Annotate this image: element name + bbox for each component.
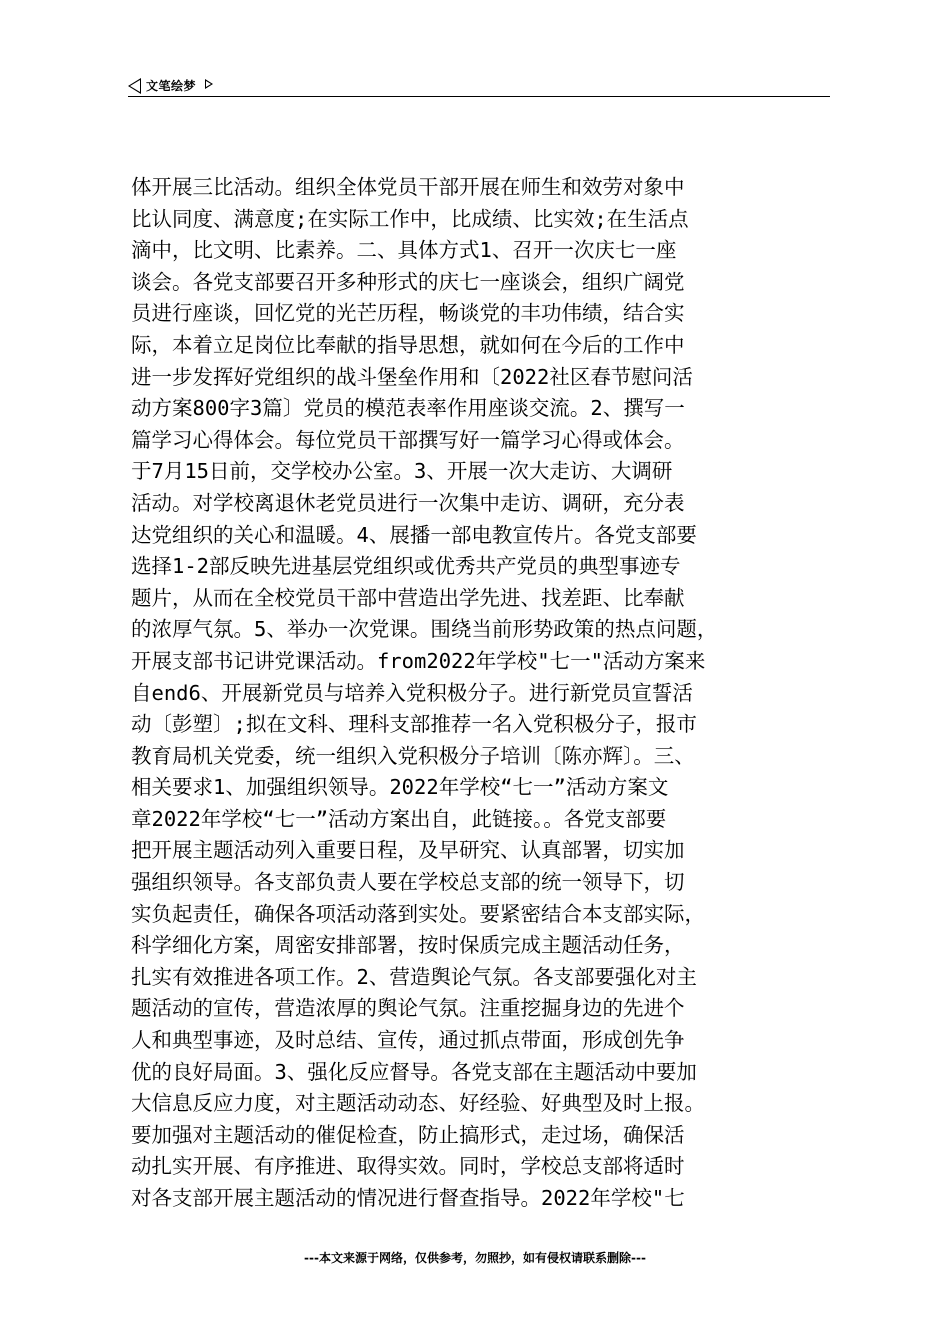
body-line: 自end6、开展新党员与培养入党积极分子。进行新党员宣誓活 xyxy=(131,680,693,705)
body-line: 活动。对学校离退休老党员进行一次集中走访、调研，充分表 xyxy=(131,490,685,515)
body-line: 扎实有效推进各项工作。2、营造舆论气氛。各支部要强化对主 xyxy=(131,964,697,989)
body-line: 对各支部开展主题活动的情况进行督查指导。2022年学校"七 xyxy=(131,1186,685,1210)
body-line: 章2022年学校“七一”活动方案出自，此链接。。各党支部要 xyxy=(131,806,667,831)
document-body xyxy=(131,172,831,1215)
body-line: 大信息反应力度，对主题活动动态、好经验、好典型及时上报。 xyxy=(131,1091,705,1116)
body-line: 达党组织的关心和温暖。4、展播一部电教宣传片。各党支部要 xyxy=(131,522,697,547)
body-line: 动〔彭塑〕;拟在文科、理科支部推荐一名入党积极分子，报市 xyxy=(131,712,697,737)
body-line: 优的良好局面。3、强化反应督导。各党支部在主题活动中要加 xyxy=(131,1059,697,1084)
header-brand: 文笔绘梦 xyxy=(146,79,197,93)
body-line: 比认同度、满意度;在实际工作中，比成绩、比实效;在生活点 xyxy=(131,206,689,231)
body-line: 的浓厚气氛。5、举办一次党课。围绕当前形势政策的热点问题， xyxy=(131,617,718,642)
body-line: 把开展主题活动列入重要日程，及早研究、认真部署，切实加 xyxy=(131,838,685,863)
right-triangle-icon xyxy=(205,79,213,89)
body-line: 题活动的宣传，营造浓厚的舆论气氛。注重挖掘身边的先进个 xyxy=(131,996,685,1021)
body-line: 进一步发挥好党组织的战斗堡垒作用和〔2022社区春节慰问活 xyxy=(131,364,693,389)
body-line: 际，本着立足岗位比奉献的指导思想，就如何在今后的工作中 xyxy=(131,332,685,357)
body-line: 开展支部书记讲党课活动。from2022年学校"七一"活动方案来 xyxy=(131,648,706,673)
body-line: 强组织领导。各支部负责人要在学校总支部的统一领导下，切 xyxy=(131,870,685,895)
body-line: 于7月15日前，交学校办公室。3、开展一次大走访、大调研 xyxy=(131,459,673,484)
body-line: 要加强对主题活动的催促检查，防止搞形式，走过场，确保活 xyxy=(131,1122,685,1147)
body-line: 谈会。各党支部要召开多种形式的庆七一座谈会，组织广阔党 xyxy=(131,269,685,294)
body-line: 科学细化方案，周密安排部署，按时保质完成主题活动任务， xyxy=(131,933,685,958)
body-line: 人和典型事迹，及时总结、宣传，通过抓点带面，形成创先争 xyxy=(131,1028,685,1053)
header-divider xyxy=(128,96,830,97)
body-line: 动方案800字3篇〕党员的模范表率作用座谈交流。2、撰写一 xyxy=(131,396,685,421)
body-line: 实负起责任，确保各项活动落到实处。要紧密结合本支部实际， xyxy=(131,901,705,926)
body-line: 动扎实开展、有序推进、取得实效。同时，学校总支部将适时 xyxy=(131,1154,685,1179)
body-line: 员进行座谈，回忆党的光芒历程，畅谈党的丰功伟绩，结合实 xyxy=(131,301,685,326)
body-line: 选择1-2部反映先进基层党组织或优秀共产党员的典型事迹专 xyxy=(131,554,681,579)
page-header xyxy=(128,74,830,98)
left-triangle-icon xyxy=(128,78,141,94)
body-line: 相关要求1、加强组织领导。2022年学校“七一”活动方案文 xyxy=(131,775,669,800)
body-line: 教育局机关党委，统一组织入党积极分子培训〔陈亦辉〕。三、 xyxy=(131,743,695,768)
body-line: 体开展三比活动。组织全体党员干部开展在师生和效劳对象中 xyxy=(131,175,685,199)
body-line: 滴中，比文明、比素养。二、具体方式1、召开一次庆七一座 xyxy=(131,238,677,263)
body-line: 篇学习心得体会。每位党员干部撰写好一篇学习心得或体会。 xyxy=(131,427,685,452)
body-line: 题片，从而在全校党员干部中营造出学先进、找差距、比奉献 xyxy=(131,585,685,610)
footer-disclaimer: ---本文来源于网络，仅供参考，勿照抄，如有侵权请联系删除--- xyxy=(304,1251,646,1265)
